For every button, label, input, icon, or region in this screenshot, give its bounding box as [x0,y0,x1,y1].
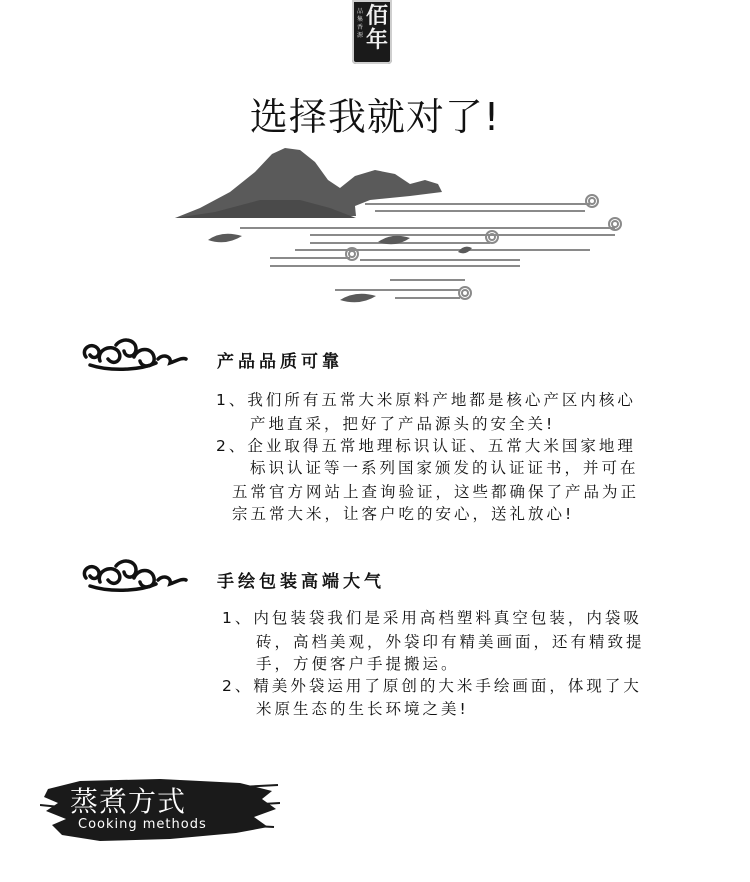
quality-line-3: 2、企业取得五常地理标识认证、五常大米国家地理 [216,437,636,455]
quality-line-1: 1、我们所有五常大米原料产地都是核心产区内核心 [216,391,636,409]
packaging-line-2: 砖，高档美观，外袋印有精美画面，还有精致提 [256,633,645,651]
quality-line-2: 产地直采，把好了产品源头的安全关! [250,415,556,433]
packaging-line-5: 米原生态的生长环境之美! [256,700,469,718]
quality-line-4: 标识认证等一系列国家颁发的认证证书，并可在 [250,459,639,477]
section-title-quality: 产品品质可靠 [217,352,343,372]
cooking-section-subtitle: Cooking methods [78,817,207,832]
section-title-packaging: 手绘包装高端大气 [217,572,385,592]
quality-line-6: 宗五常大米，让客户吃的安心，送礼放心! [232,505,575,523]
packaging-line-1: 1、内包装袋我们是采用高档塑料真空包装，内袋吸 [222,609,642,627]
logo-brand-name: 佰年 [365,3,388,53]
auspicious-cloud-icon [78,335,188,375]
cooking-section-title: 蒸煮方式 [70,785,187,818]
brand-logo [352,0,392,64]
auspicious-cloud-icon [78,556,188,596]
page-headline: 选择我就对了! [249,95,501,139]
logo-tagline: 品集香源 [356,8,363,39]
packaging-line-3: 手，方便客户手提搬运。 [256,655,460,673]
ink-landscape-illustration [160,140,630,315]
quality-line-5: 五常官方网站上查询验证，这些都确保了产品为正 [232,483,640,501]
packaging-line-4: 2、精美外袋运用了原创的大米手绘画面，体现了大 [222,677,642,695]
